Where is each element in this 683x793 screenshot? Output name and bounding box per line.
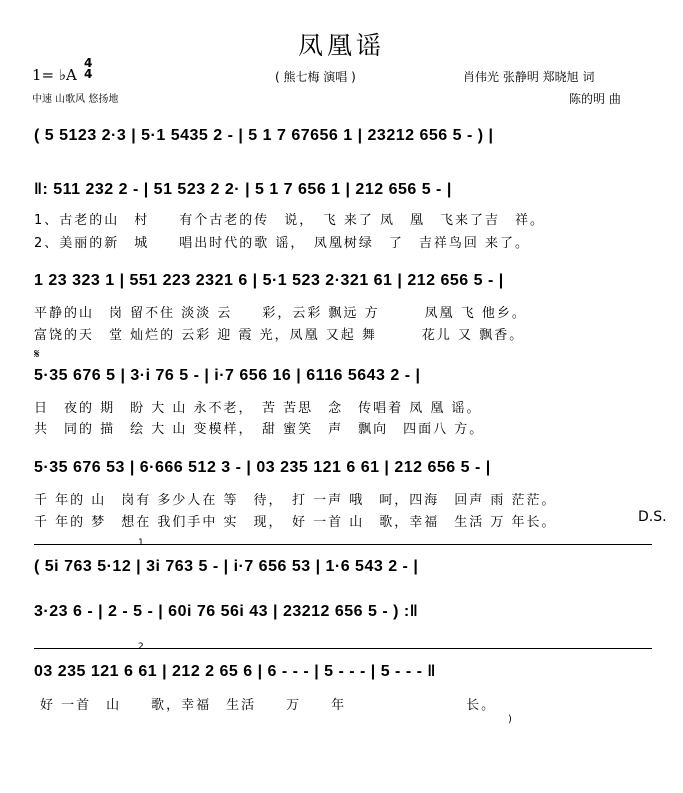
segno-sign: 𝄋 xyxy=(34,347,40,362)
volta-2-label: 2 xyxy=(138,642,144,652)
lyric-line-2-verse-1: 1、古老的山 村 有个古老的传 说， 飞 来了 凤 凰 飞来了吉 祥。 xyxy=(34,213,546,228)
lyric-line-4-verse-2: 共 同的 描 绘 大 山 变模样， 甜 蜜笑 声 飘向 四面八 方。 xyxy=(34,422,485,437)
score-line-8: 03 235 121 6 61 | 212 2 65 6 | 6 - - - | 5 - - - | 5 - - - ‖ xyxy=(34,663,436,680)
score-line-7: 3·23 6 - | 2 - 5 - | 60i 76 56i 43 | 23212 656 5 - ) :‖ xyxy=(34,603,419,620)
time-signature xyxy=(84,58,92,80)
volta-2-bracket xyxy=(34,648,652,649)
lyric-line-2-verse-2: 2、美丽的新 城 唱出时代的歌 谣， 凤凰树绿 了 吉祥鸟回 来了。 xyxy=(34,236,531,251)
score-line-3: 1 23 323 1 | 551 223 2321 6 | 5·1 523 2·321 61 | 212 656 5 - | xyxy=(34,272,504,289)
time-signature-top: 4 xyxy=(84,56,93,70)
lyric-line-5-verse-1: 千 年的 山 岗有 多少人在 等 待， 打 一声 哦 呵，四海 回声 雨 茫茫。 xyxy=(34,493,557,508)
lyric-line-5-verse-2: 千 年的 梦 想在 我们手中 实 现， 好 一首 山 歌，幸福 生活 万 年长。 xyxy=(34,515,557,530)
volta-1-label: 1 xyxy=(138,538,144,548)
singer-credit: ( 熊七梅 演唱 ) xyxy=(275,70,356,84)
lyric-line-4-verse-1: 日 夜的 期 盼 大 山 永不老， 苦 苦思 念 传唱着 凤 凰 谣。 xyxy=(34,401,482,416)
score-line-2: ‖: 511 232 2 - | 51 523 2 2· | 5 1 7 656 1 | 212 656 5 - | xyxy=(34,181,452,198)
volta-1-bracket xyxy=(34,544,652,545)
dal-segno-mark: D.S. xyxy=(638,509,667,525)
end-paren-mark: ) xyxy=(508,714,512,725)
lyricist-credit: 肖伟光 张静明 郑晓旭 词 xyxy=(463,70,595,84)
composer-credit: 陈的明 曲 xyxy=(569,92,621,106)
score-line-6: ( 5i 763 5·12 | 3i 763 5 - | i·7 656 53 | 1·6 543 2 - | xyxy=(34,558,419,575)
time-signature-bottom: 4 xyxy=(84,67,93,81)
score-line-5: 5·35 676 53 | 6·666 512 3 - | 03 235 121 6 61 | 212 656 5 - | xyxy=(34,459,491,476)
lyric-line-3-verse-2: 富饶的天 堂 灿烂的 云彩 迎 霞 光，凤凰 又起 舞 花儿 又 飘香。 xyxy=(34,328,525,343)
key-signature: 1= ♭A xyxy=(32,66,77,84)
score-line-4: 5·35 676 5 | 3·i 76 5 - | i·7 656 16 | 6116 5643 2 - | xyxy=(34,367,421,384)
score-line-1: ( 5 5123 2·3 | 5·1 5435 2 - | 5 1 7 67656 1 | 23212 656 5 - ) | xyxy=(34,127,494,144)
tempo-marking: 中速 山歌风 悠扬地 xyxy=(32,94,119,105)
song-title: 凤凰谣 xyxy=(297,31,385,60)
lyric-line-3-verse-1: 平静的山 岗 留不住 淡淡 云 彩，云彩 飘远 方 凤凰 飞 他乡。 xyxy=(34,306,527,321)
lyric-line-8: 好 一首 山 歌，幸福 生活 万 年 长。 xyxy=(40,698,497,713)
